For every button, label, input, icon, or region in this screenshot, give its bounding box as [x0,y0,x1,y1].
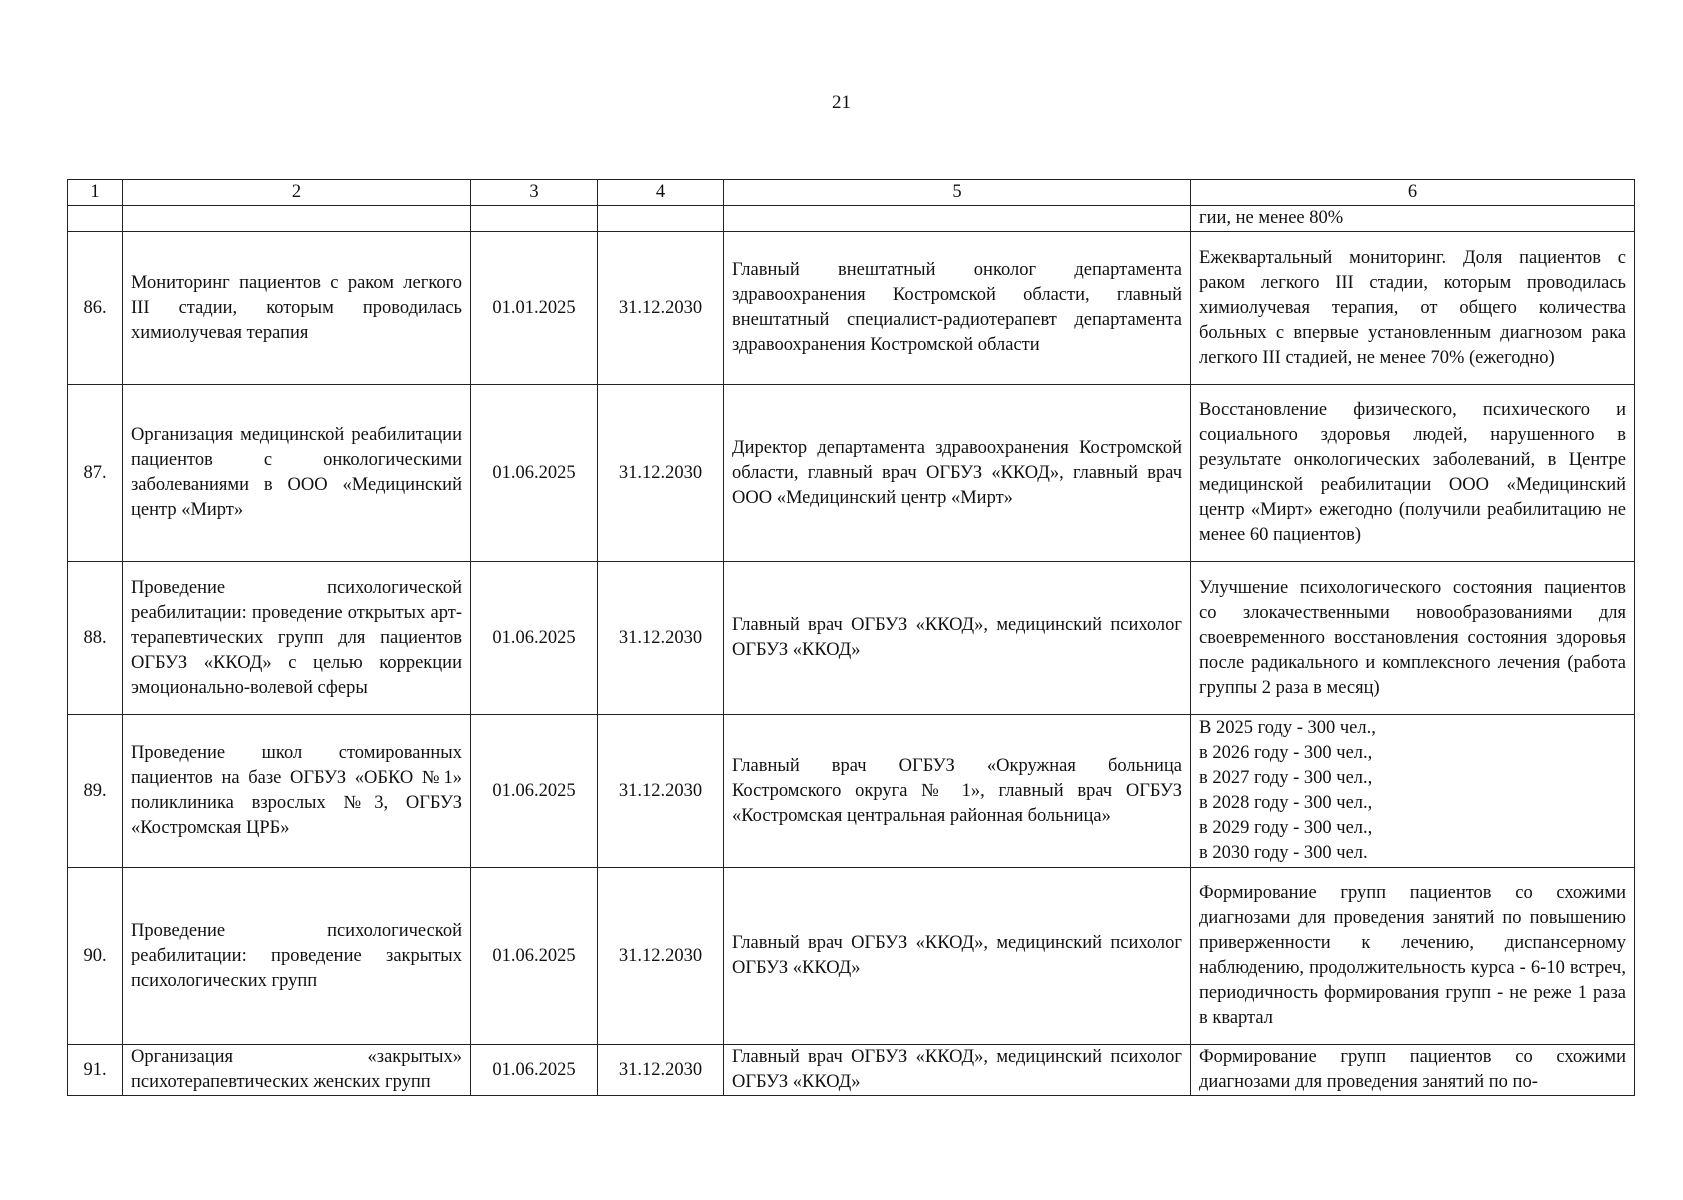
responsible-cell: Директор департамента здравоохранения Костромской области, главный врач ОГБУЗ «ККОД», главный врач ООО «Медицинский центр «Мирт» [724,385,1191,562]
end-date: 31.12.2030 [598,1045,724,1096]
table-row [68,232,1635,385]
column-number-row [68,180,1635,206]
responsible-cell: Главный врач ОГБУЗ «ККОД», медицинский психолог ОГБУЗ «ККОД» [724,562,1191,715]
result-line: в 2026 году - 300 чел., [1199,743,1373,763]
activity-cell: Проведение школ стомированных пациентов на базе ОГБУЗ «ОБКО №1» поликлиника взрослых №3, ОГБУЗ «Костромская ЦРБ» [123,715,471,868]
activity-cell: Организация медицинской реабилитации пациентов с онкологическими заболеваниями в ООО «Медицинский центр «Мирт» [123,385,471,562]
empty-cell [724,206,1191,232]
end-date: 31.12.2030 [598,715,724,868]
result-line: в 2029 году - 300 чел., [1199,818,1373,838]
result-cell: Ежеквартальный мониторинг. Доля пациентов с раком легкого III стадии, которым проводилась химиолучевая терапия, от общего количества больных с впервые установленным диагнозом рака легкого III стадией, не менее 70% (ежегодно) [1191,232,1635,385]
result-line: в 2027 году - 300 чел., [1199,768,1373,788]
activities-table [67,179,1635,1096]
empty-cell [471,206,598,232]
start-date: 01.06.2025 [471,1045,598,1096]
result-cell: Восстановление физического, психического и социального здоровья людей, нарушенного в результате онкологических заболеваний, в Центре медицинской реабилитации ООО «Медицинский центр «Мирт» ежегодно (получили реабилитацию не менее 60 пациентов) [1191,385,1635,562]
end-date: 31.12.2030 [598,868,724,1045]
table-row [68,715,1635,868]
responsible-cell: Главный внештатный онколог департамента здравоохранения Костромской области, главный внештатный специалист-радиотерапевт департамента здравоохранения Костромской области [724,232,1191,385]
activity-cell: Проведение психологической реабилитации: проведение открытых арт-терапевтических групп для пациентов ОГБУЗ «ККОД» с целью коррекции эмоционально-волевой сферы [123,562,471,715]
row-number: 88. [68,562,123,715]
result-line: В 2025 году - 300 чел., [1199,718,1376,738]
row-number: 90. [68,868,123,1045]
table-row [68,1045,1635,1096]
table-row [68,562,1635,715]
column-header: 1 [68,180,123,206]
column-header: 2 [123,180,471,206]
responsible-cell: Главный врач ОГБУЗ «ККОД», медицинский психолог ОГБУЗ «ККОД» [724,1045,1191,1096]
table-row [68,868,1635,1045]
result-cell: Улучшение психологического состояния пациентов со злокачественными новообразованиями для своевременного восстановления состояния здоровья после радикального и комплексного лечения (работа группы 2 раза в месяц) [1191,562,1635,715]
row-number: 87. [68,385,123,562]
column-header: 6 [1191,180,1635,206]
result-cell: Формирование групп пациентов со схожими диагнозами для проведения занятий по по- [1191,1045,1635,1096]
column-header: 5 [724,180,1191,206]
empty-cell [68,206,123,232]
activity-cell [123,1045,471,1096]
carry-over-row [68,206,1635,232]
activity-cell: Проведение психологической реабилитации: проведение закрытых психологических групп [123,868,471,1045]
table-row [68,385,1635,562]
result-line: в 2030 году - 300 чел. [1199,843,1368,863]
empty-cell [598,206,724,232]
column-header: 3 [471,180,598,206]
responsible-cell: Главный врач ОГБУЗ «ККОД», медицинский психолог ОГБУЗ «ККОД» [724,868,1191,1045]
result-cell [1191,715,1635,868]
result-line: в 2028 году - 300 чел., [1199,793,1373,813]
start-date: 01.01.2025 [471,232,598,385]
activity-cell: Мониторинг пациентов с раком легкого III стадии, которым проводилась химиолучевая терапия [123,232,471,385]
activity-text: Организация «закрытых» психотерапевтических женских групп [131,1047,462,1092]
end-date: 31.12.2030 [598,232,724,385]
empty-cell [123,206,471,232]
start-date: 01.06.2025 [471,868,598,1045]
responsible-cell: Главный врач ОГБУЗ «Окружная больница Костромского округа № 1», главный врач ОГБУЗ «Костромская центральная районная больница» [724,715,1191,868]
result-cell: Формирование групп пациентов со схожими диагнозами для проведения занятий по повышению приверженности к лечению, диспансерному наблюдению, продолжительность курса - 6-10 встреч, периодичность формирования групп - не реже 1 раза в квартал [1191,868,1635,1045]
end-date: 31.12.2030 [598,385,724,562]
end-date: 31.12.2030 [598,562,724,715]
row-number: 91. [68,1045,123,1096]
row-number: 86. [68,232,123,385]
row-number: 89. [68,715,123,868]
page-number: 21 [832,92,851,113]
start-date: 01.06.2025 [471,562,598,715]
result-cell: гии, не менее 80% [1191,206,1635,232]
start-date: 01.06.2025 [471,715,598,868]
start-date: 01.06.2025 [471,385,598,562]
column-header: 4 [598,180,724,206]
